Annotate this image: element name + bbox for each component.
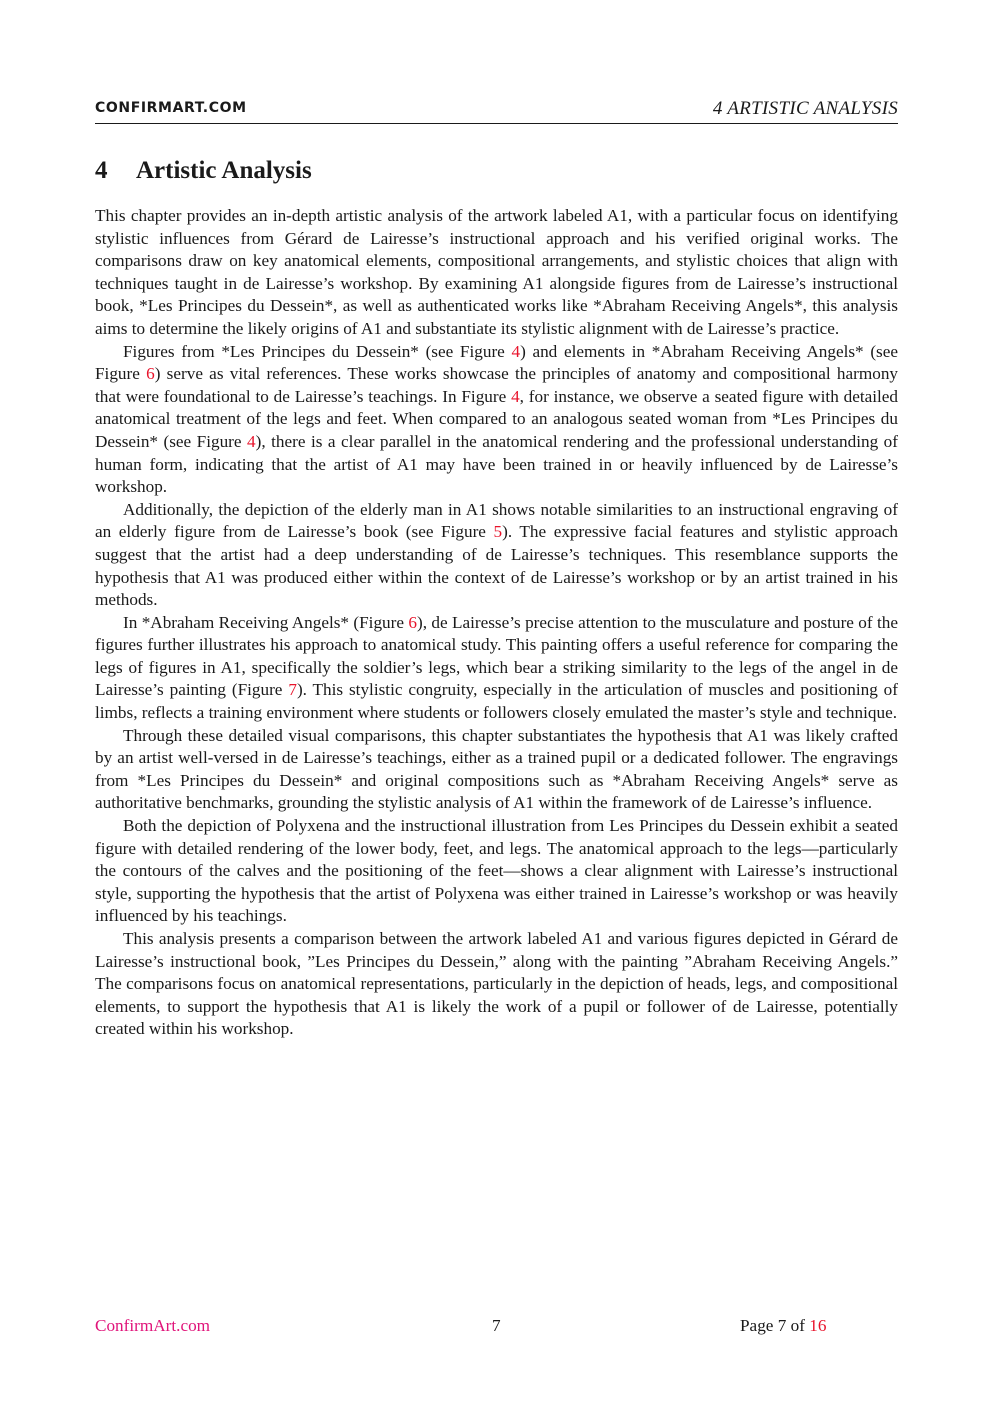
total-pages-link[interactable]: 16 (809, 1316, 827, 1335)
text-span: ), de Lairesse’s precise attention to the musculature and posture of the figures further illustrates his approach to anatomical study. This painting offers a useful reference for comparing the legs of figures in A1, specifically the soldier’s legs, which bear a striking similarity to the legs of the angel in de Lairesse’s painting (Figure (95, 612, 898, 700)
paragraph-abraham-angels (95, 612, 898, 725)
footer-page-number: 7 (492, 1316, 501, 1335)
page-footer (95, 1316, 898, 1340)
section-title: Artistic Analysis (136, 157, 312, 184)
figure-4-link[interactable]: 4 (511, 341, 521, 361)
paragraph-polyxena: Both the depiction of Polyxena and the instructional illustration from Les Principes du Dessein exhibit a seated figure with detailed rendering of the lower body, feet, and legs. The anatomical approach to the legs—particularly the contours of the calves and the positioning of the feet—shows a clear alignment with Lairesse’s instructional style, supporting the hypothesis that the artist of Polyxena was either trained in Lairesse’s workshop or was heavily influenced by his teachings. (95, 816, 898, 926)
text-span: ) serve as vital references. These works showcase the principles of anatomy and compositional harmony that were foundational to de Lairesse’s teachings. In Figure (95, 364, 899, 406)
figure-4-link[interactable]: 4 (511, 386, 520, 406)
paragraph-elderly-man (95, 499, 898, 612)
text-span: Figures from *Les Principes du Dessein* (see Figure (123, 341, 512, 361)
figure-6-link[interactable]: 6 (146, 364, 155, 384)
text-span: In *Abraham Receiving Angels* (Figure (123, 612, 409, 632)
figure-4-link[interactable]: 4 (247, 431, 256, 451)
running-title: 4 ARTISTIC ANALYSIS (712, 98, 898, 119)
figure-5-link[interactable]: 5 (493, 522, 503, 542)
text-span: ). The expressive facial features and stylistic approach suggest that the artist had a deep understanding of de Lairesse’s techniques. This resemblance supports the hypothesis that A1 was produced either within the context of de Lairesse’s workshop or by an artist trained in his methods. (95, 522, 898, 610)
figure-6-link[interactable]: 6 (408, 612, 417, 632)
confirmart-logo: CONFIRMART.COM (95, 100, 247, 116)
text-span: ). This stylistic congruity, especially in the articulation of muscles and positioning of limbs, reflects a training environment where students or followers closely emulated the master’s style and technique. (95, 680, 898, 723)
paragraph-intro: This chapter provides an in-depth artistic analysis of the artwork labeled A1, with a particular focus on identifying stylistic influences from Gérard de Lairesse’s instructional approach and his verified original works. The comparisons draw on key anatomical elements, compositional arrangements, and stylistic choices that align with techniques taught in de Lairesse’s workshop. By examining A1 alongside figures from de Lairesse’s instructional book, *Les Principes du Dessein*, as well as authenticated works like *Abraham Receiving Angels*, this analysis aims to determine the likely origins of A1 and substantiate its stylistic alignment with de Lairesse’s practice. (95, 206, 898, 338)
section-number: 4 (95, 157, 108, 184)
section-heading (95, 157, 312, 185)
page-header (95, 97, 898, 124)
text-span: Additionally, the depiction of the elderly man in A1 shows notable similarities to an instructional engraving of an elderly figure from de Lairesse’s book (see Figure (95, 499, 898, 542)
figure-7-link[interactable]: 7 (288, 680, 297, 700)
paragraph-figures-references (95, 341, 898, 499)
page-label: Page 7 of (740, 1316, 810, 1335)
text-span: ), there is a clear parallel in the anatomical rendering and the professional understanding of human form, indicating that the artist of A1 may have been trained in or heavily influenced by de Lairesse’s workshop. (95, 431, 898, 497)
text-span: ) and elements in *Abraham Receiving Angels* (see Figure (95, 341, 898, 384)
paragraph-visual-comparisons: Through these detailed visual comparisons, this chapter substantiates the hypothesis that A1 was likely crafted by an artist well-versed in de Lairesse’s teachings, either as a trained pupil or a dedicated follower. The engravings from *Les Principes du Dessein* and original compositions such as *Abraham Receiving Angels* serve as authoritative benchmarks, grounding the stylistic analysis of A1 within the framework of de Lairesse’s influence. (95, 725, 898, 813)
text-span: , for instance, we observe a seated figure with detailed anatomical treatment of the legs and feet. When compared to an analogous seated woman from *Les Principes du Dessein* (see Figure (95, 386, 898, 451)
body-text (95, 205, 898, 1041)
paragraph-summary: This analysis presents a comparison between the artwork labeled A1 and various figures depicted in Gérard de Lairesse’s instructional book, ”Les Principes du Dessein,” along with the painting ”Abraham Receiving Angels.” The comparisons focus on anatomical representations, particularly in the depiction of heads, legs, and compositional elements, to support the hypothesis that A1 is likely the work of a pupil or follower of de Lairesse, potentially created within his workshop. (95, 929, 898, 1039)
footer-site-link[interactable]: ConfirmArt.com (95, 1316, 211, 1335)
footer-page-counter (740, 1316, 826, 1336)
